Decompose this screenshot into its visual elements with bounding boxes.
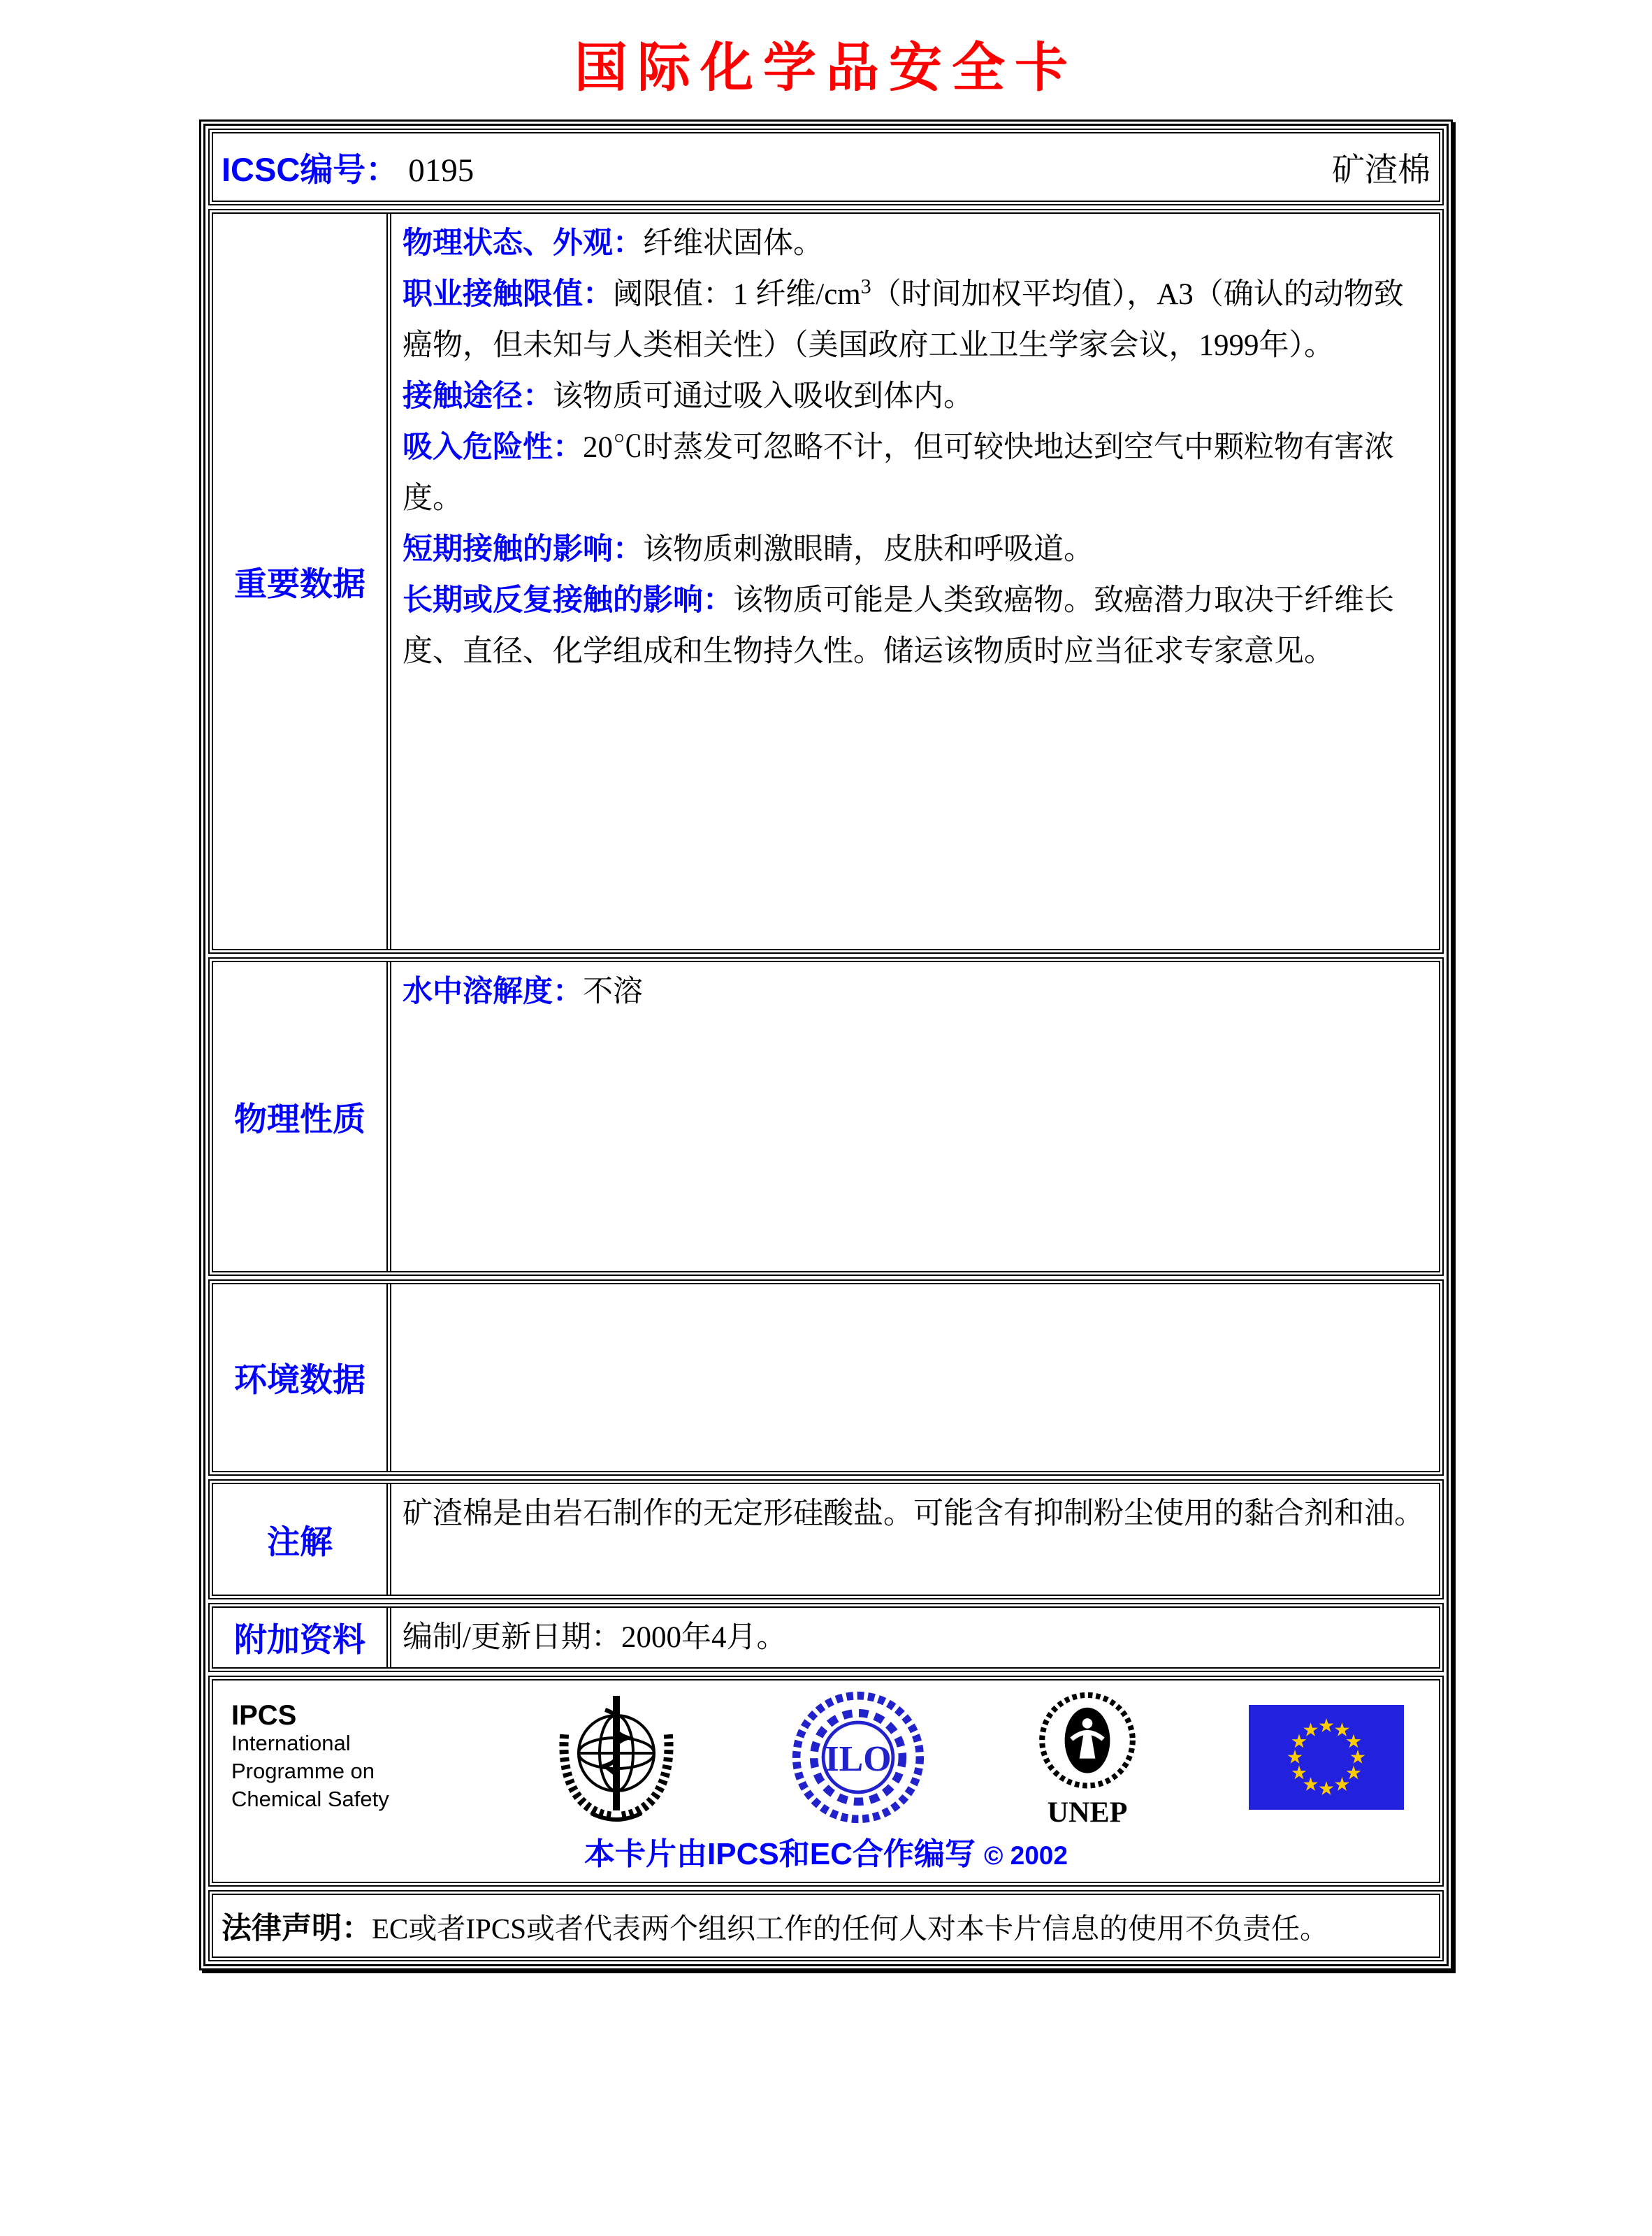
physical-properties-content [391,962,1439,1271]
long-term-effects-paragraph [403,575,1428,677]
logos-row [208,1676,1444,1887]
notes-text: 矿渣棉是由岩石制作的无定形硅酸盐。可能含有抑制粉尘使用的黏合剂和油。 [403,1497,1424,1530]
legal-notice-paragraph [222,1905,1328,1947]
important-data-row [208,209,1444,954]
ipcs-acronym: IPCS [231,1700,297,1731]
cm3-superscript: 3 [860,275,871,298]
unep-logo-icon [1031,1688,1144,1827]
occupational-exposure-paragraph [403,269,1428,371]
unep-logo-letters: UNEP [1047,1796,1127,1827]
header-row [208,129,1444,205]
physical-state-label: 物理状态、外观： [403,226,643,260]
inhalation-risk-paragraph [403,422,1428,524]
notes-section-label: 注解 [213,1484,391,1595]
routes-of-exposure-text: 该物质可通过吸入吸收到体内。 [553,380,973,413]
exposure-text-pre: 阈限值：1 纤维/cm [613,278,861,311]
water-solubility-value: 不溶 [583,975,643,1008]
ipcs-line2: Programme on [231,1759,375,1783]
substance-name: 矿渣棉 [1332,152,1430,189]
icsc-card-table [199,119,1453,1970]
physical-state-text: 纤维状固体。 [643,227,823,260]
logo-strip [227,1687,1425,1827]
additional-info-text: 编制/更新日期：2000年4月。 [403,1621,787,1654]
physical-properties-section-label: 物理性质 [213,962,391,1271]
legal-notice-text: EC或者IPCS或者代表两个组织工作的任何人对本卡片信息的使用不负责任。 [372,1912,1328,1945]
important-data-section-label: 重要数据 [213,214,391,949]
long-term-effects-text: 该物质可能是人类致癌物。致癌潜力取决于纤维长度、直径、化学组成和生物持久性。储运该物质时应当征求专家意见。 [403,584,1394,668]
legal-notice-row [208,1890,1444,1961]
physical-state-paragraph [403,218,1428,269]
short-term-effects-paragraph [403,524,1428,575]
physical-properties-row [208,957,1444,1276]
ilo-logo-letters: ILO [825,1739,892,1780]
short-term-effects-text: 该物质刺激眼睛，皮肤和呼吸道。 [643,533,1094,566]
environmental-data-content [391,1284,1439,1471]
copyright-year: © 2002 [984,1841,1068,1870]
routes-of-exposure-paragraph [403,371,1428,422]
ipcs-line3: Chemical Safety [231,1787,389,1811]
additional-info-content [391,1608,1439,1667]
environmental-data-row [208,1279,1444,1476]
short-term-effects-label: 短期接触的影响： [403,532,643,566]
notes-content [391,1484,1439,1595]
occupational-exposure-label: 职业接触限值： [403,277,613,311]
icsc-number-label: ICSC编号： [222,150,399,188]
inhalation-risk-text: 20℃时蒸发可忽略不计，但可较快地达到空气中颗粒物有害浓度。 [403,431,1394,515]
ipcs-line1: International [231,1731,351,1755]
who-logo-icon [546,1687,686,1827]
water-solubility-label: 水中溶解度： [403,975,583,1008]
long-term-effects-label: 长期或反复接触的影响： [403,583,733,617]
copyright-text: 本卡片由IPCS和EC合作编写 [584,1837,976,1871]
ipcs-logo-text [231,1701,441,1813]
important-data-content [391,214,1439,949]
additional-info-row [208,1603,1444,1672]
icsc-number-value: 0195 [408,152,474,189]
additional-info-section-label: 附加资料 [213,1608,391,1667]
exposure-text-post: （时间加权平均值），A3（确认的动物致癌物，但未知与人类相关性）（美国政府工业卫生学家会议，1999年）。 [403,278,1404,362]
eu-flag-icon [1249,1705,1404,1810]
notes-row [208,1479,1444,1599]
ilo-logo-icon [791,1690,925,1824]
water-solubility-paragraph [403,966,1428,1017]
icsc-number-group [222,144,474,191]
page-title: 国际化学品安全卡 [574,36,1078,99]
copyright-line [227,1829,1425,1878]
inhalation-risk-label: 吸入危险性： [403,430,583,464]
routes-of-exposure-label: 接触途径： [403,379,553,413]
environmental-data-section-label: 环境数据 [213,1284,391,1471]
legal-notice-label: 法律声明： [222,1911,372,1945]
